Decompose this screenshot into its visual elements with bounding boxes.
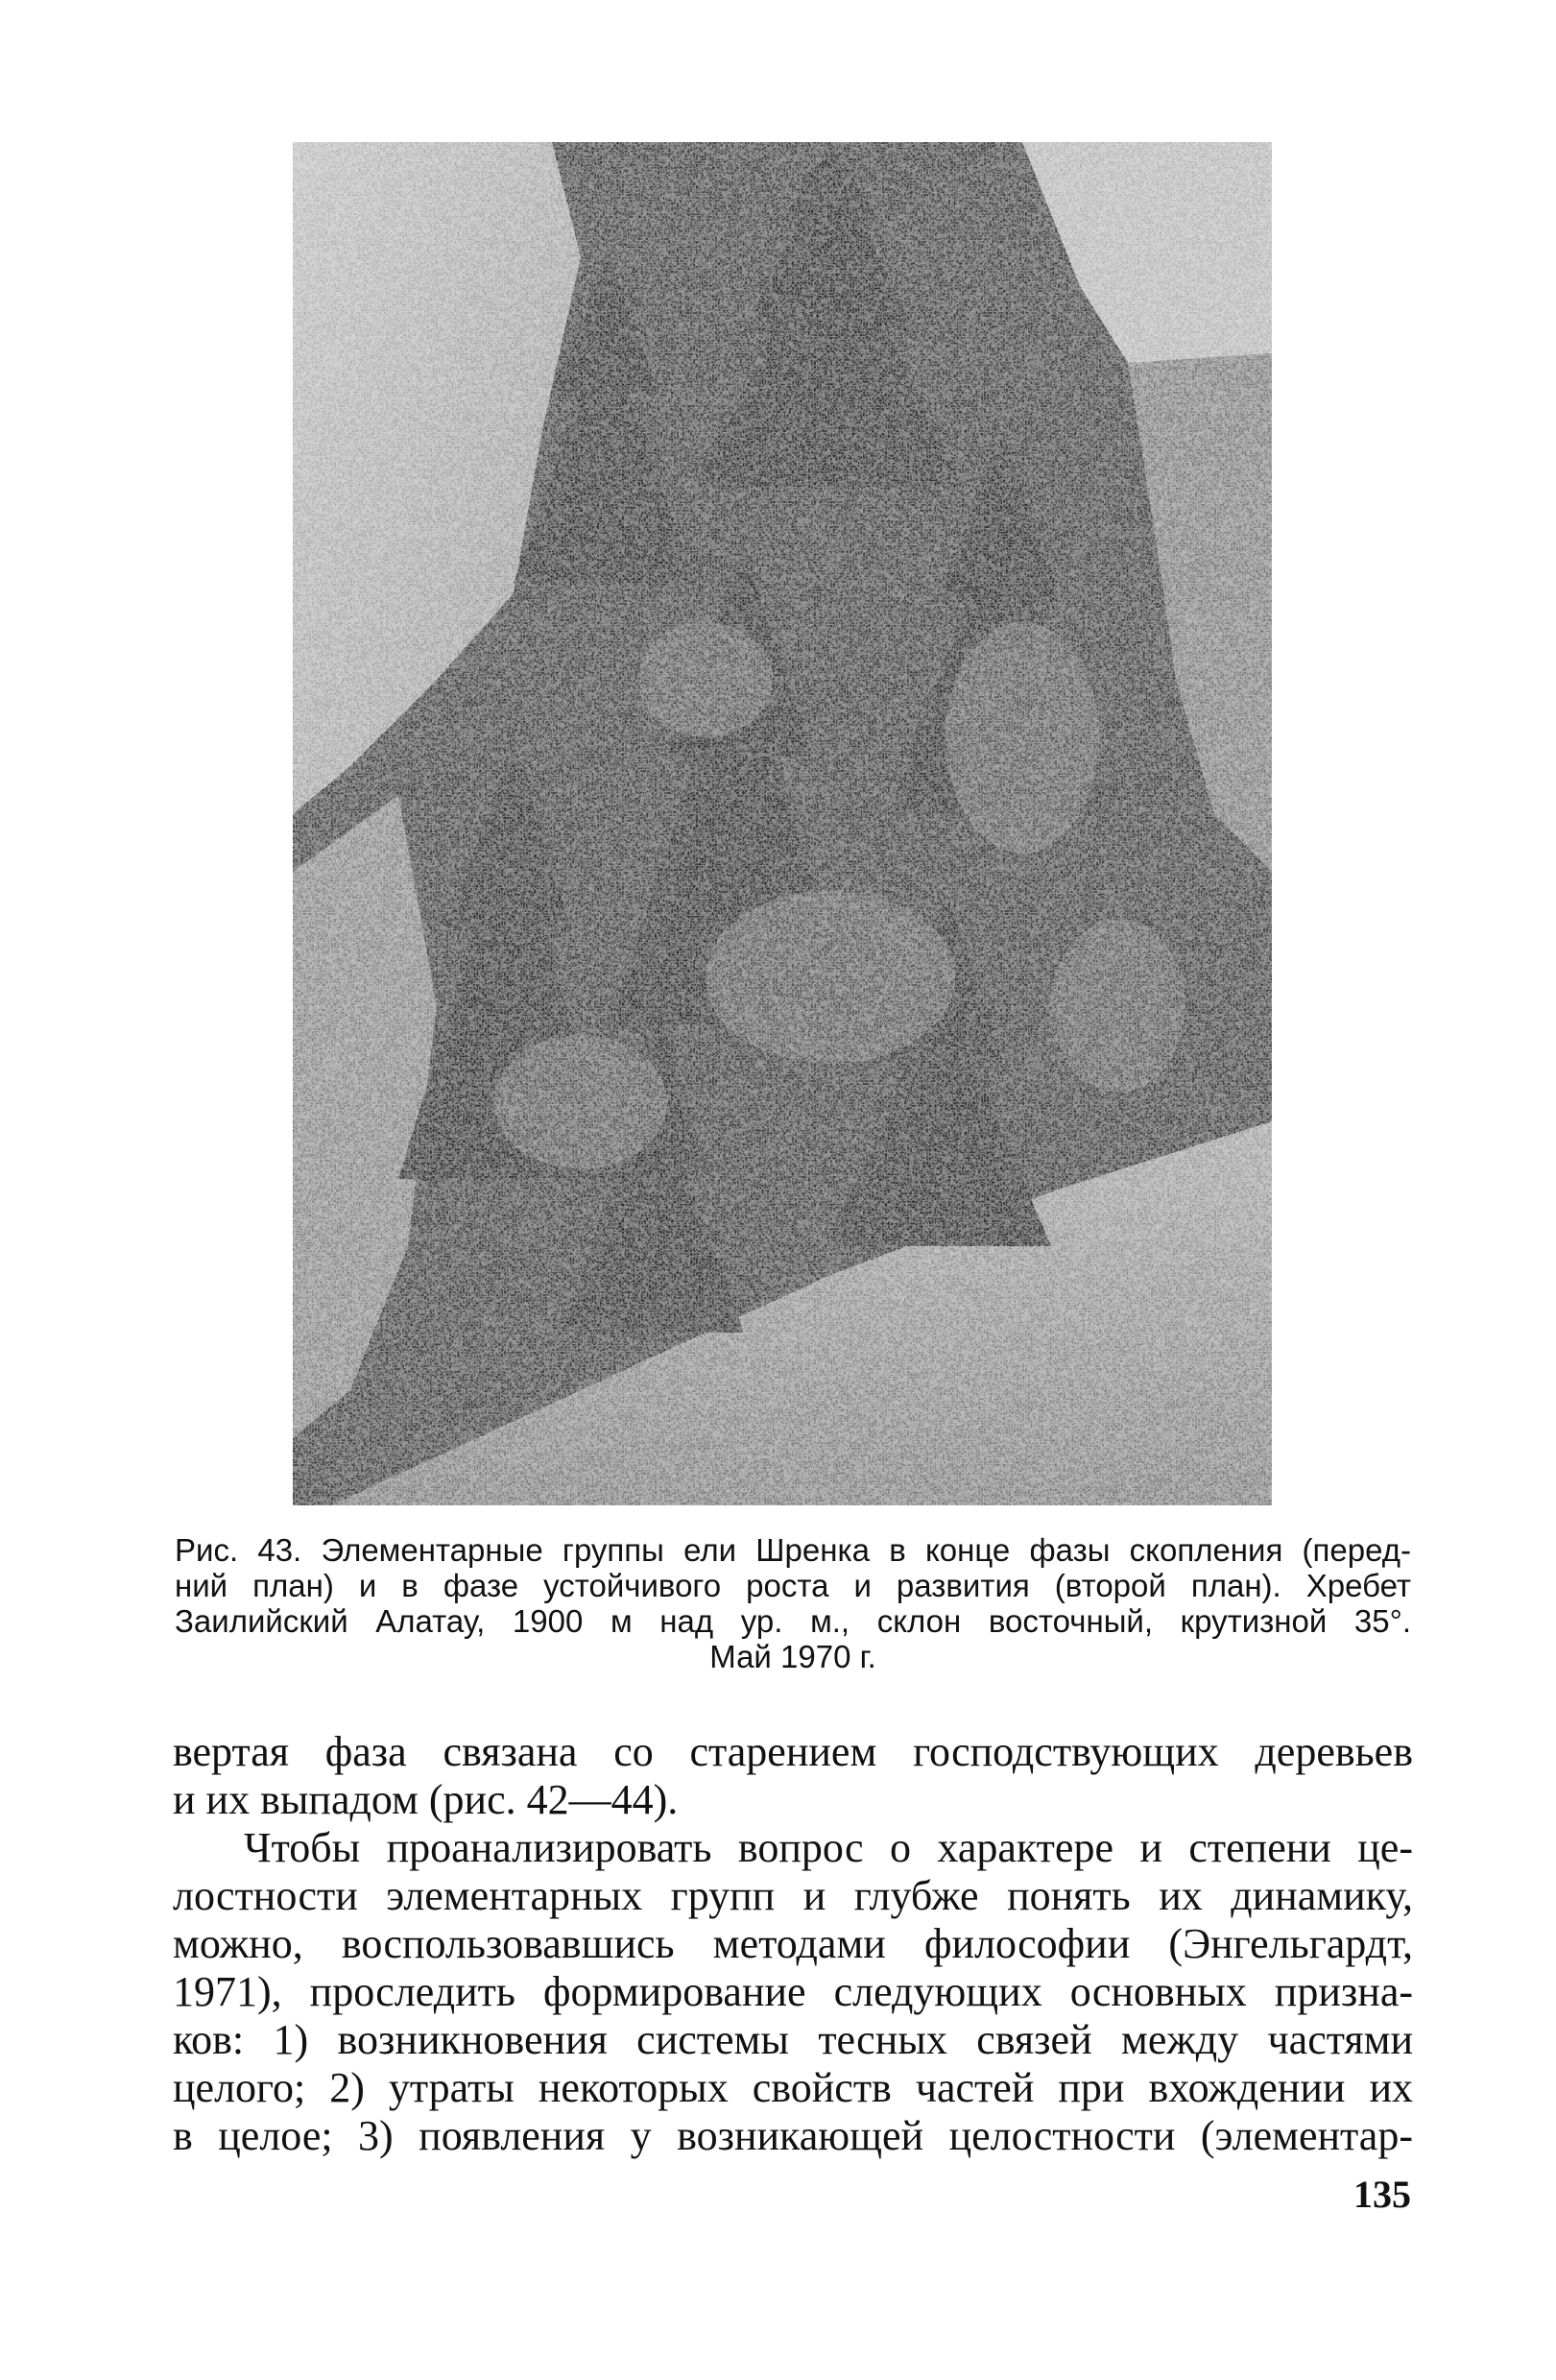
caption-line: Заилийский Алатау, 1900 м над ур. м., склон восточный, крутизной 35°. [175, 1603, 1411, 1639]
text-line: ков: 1) возникновения системы тесных связей между частями [173, 2016, 1413, 2063]
text-line: вертая фаза связана со старением господствующих деревьев [173, 1728, 1413, 1775]
text-line: целого; 2) утраты некоторых свойств частей при вхождении их [173, 2064, 1413, 2111]
forest-photo-image [293, 142, 1272, 1505]
caption-line: Май 1970 г. [709, 1639, 876, 1674]
text-line: Чтобы проанализировать вопрос о характере и степени це- [244, 1824, 1413, 1871]
figure-photo [293, 142, 1272, 1505]
text-line: лостности элементарных групп и глубже понять их динамику, [173, 1872, 1413, 1919]
text-line: и их выпадом (рис. 42—44). [173, 1776, 679, 1823]
page-number: 135 [1353, 2173, 1411, 2216]
body-text [173, 1728, 1413, 2160]
caption-line: ний план) и в фазе устойчивого роста и развития (второй план). Хребет [175, 1568, 1411, 1603]
caption-line: Рис. 43. Элементарные группы ели Шренка в конце фазы скопления (перед- [175, 1532, 1411, 1568]
text-line: в целое; 3) появления у возникающей целостности (элементар- [173, 2112, 1413, 2159]
text-line: 1971), проследить формирование следующих основных призна- [173, 1968, 1413, 2015]
figure-caption [175, 1532, 1411, 1674]
text-line: можно, воспользовавшись методами философии (Энгельгардт, [173, 1920, 1413, 1967]
